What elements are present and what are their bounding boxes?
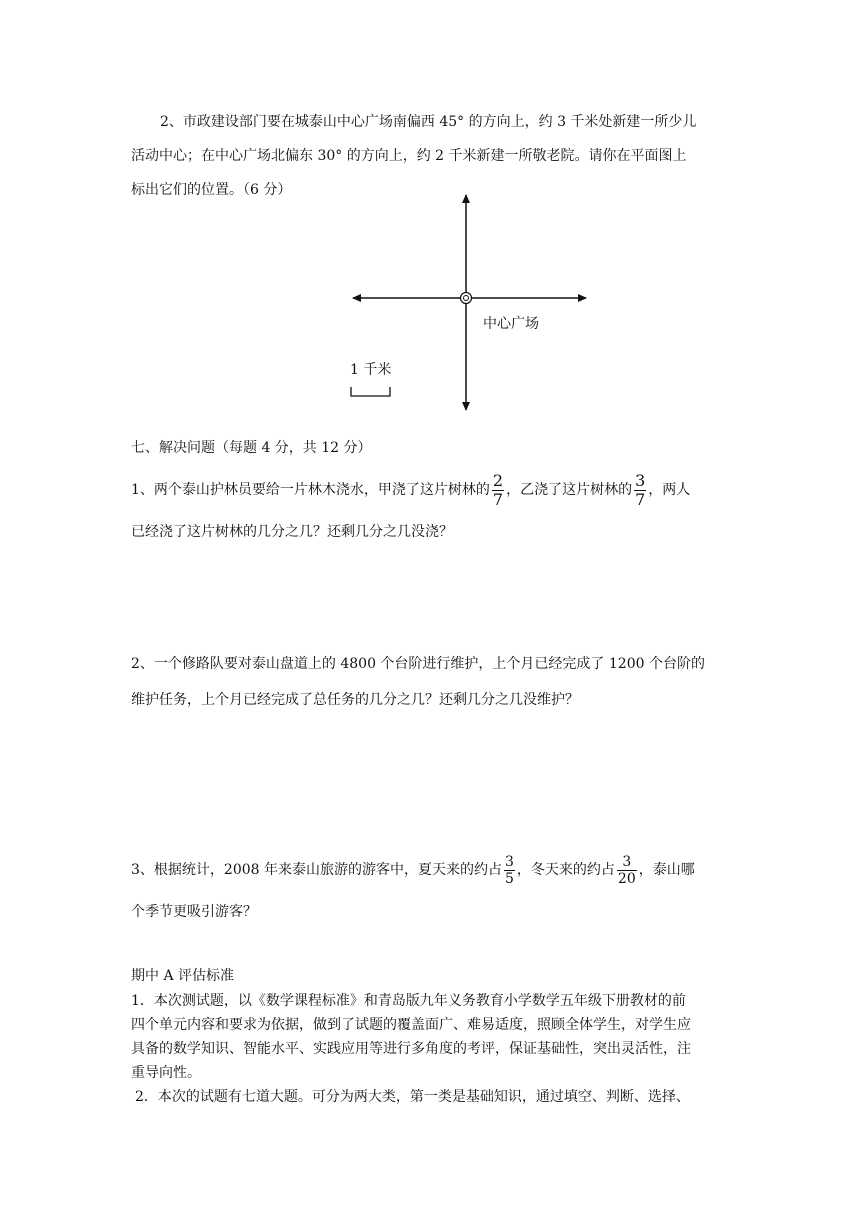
fraction-denominator: 7 bbox=[635, 489, 646, 509]
p3-text-a: 3、根据统计，2008 年来泰山旅游的游客中，夏天来的约占 bbox=[131, 862, 502, 878]
fraction-numerator: 3 bbox=[635, 470, 646, 490]
standard-line-3: 具备的数学知识、智能水平、实践应用等进行多角度的考评，保证基础性，突出灵活性，注 bbox=[131, 1041, 691, 1057]
standard-line-1: 1．本次测试题，以《数学课程标准》和青岛版九年义务教育小学数学五年级下册教材的前 bbox=[131, 993, 686, 1009]
standard-line-4: 重导向性。 bbox=[131, 1065, 201, 1081]
fraction-numerator: 3 bbox=[505, 853, 514, 870]
p1-line-2: 已经浇了这片树林的几分之几？还剩几分之几没浇？ bbox=[131, 524, 453, 540]
p2-line-1: 2、一个修路队要对泰山盘道上的 4800 个台阶进行维护，上个月已经完成了 1200 个台阶的 bbox=[131, 656, 705, 672]
fraction-3-20 bbox=[617, 854, 637, 887]
center-marker-inner bbox=[464, 296, 469, 301]
fraction-numerator: 3 bbox=[617, 854, 637, 871]
standard-line-2: 四个单元内容和要求为依据，做到了试题的覆盖面广、难易适度，照顾全体学生，对学生应 bbox=[131, 1017, 691, 1033]
q2-line-2: 活动中心；在中心广场北偏东 30° 的方向上，约 2 千米新建一所敬老院。请你在平面图上 bbox=[131, 148, 687, 164]
center-marker-outer bbox=[461, 293, 472, 304]
q2-line-3: 标出它们的位置。（6 分） bbox=[131, 182, 292, 198]
center-label: 中心广场 bbox=[483, 316, 539, 332]
p1-text-c: ，两人 bbox=[648, 482, 691, 498]
section-7-title: 七、解决问题（每题 4 分，共 12 分） bbox=[131, 440, 372, 456]
standard-title: 期中 A 评估标准 bbox=[131, 968, 235, 984]
standard-line-5: 2．本次的试题有七道大题。可分为两大类，第一类是基础知识，通过填空、判断、选择、 bbox=[135, 1089, 690, 1105]
p1-line-1 bbox=[131, 470, 690, 510]
fraction-numerator: 2 bbox=[492, 470, 504, 490]
p3-line-1 bbox=[131, 850, 695, 890]
p1-text-b: ，乙浇了这片树林的 bbox=[506, 482, 633, 498]
fraction-3-7 bbox=[634, 472, 646, 509]
fraction-denominator: 7 bbox=[492, 489, 504, 509]
fraction-denominator: 5 bbox=[505, 870, 514, 887]
p3-text-b: ，冬天来的约占 bbox=[516, 862, 615, 878]
scale-bar bbox=[351, 387, 390, 396]
p1-text-a: 1、两个泰山护林员要给一片林木浇水，甲浇了这片树林的 bbox=[131, 482, 490, 498]
fraction-denominator: 20 bbox=[617, 870, 636, 887]
p3-text-c: ，泰山哪 bbox=[638, 862, 695, 878]
scale-label: 1 千米 bbox=[350, 362, 392, 378]
fraction-2-7 bbox=[492, 472, 504, 509]
fraction-3-5 bbox=[504, 854, 515, 887]
p3-line-2: 个季节更吸引游客？ bbox=[131, 904, 257, 920]
q2-line-1: 2、市政建设部门要在城泰山中心广场南偏西 45° 的方向上，约 3 千米处新建一所少儿 bbox=[160, 114, 697, 130]
p2-line-2: 维护任务，上个月已经完成了总任务的几分之几？还剩几分之几没维护？ bbox=[131, 692, 579, 708]
